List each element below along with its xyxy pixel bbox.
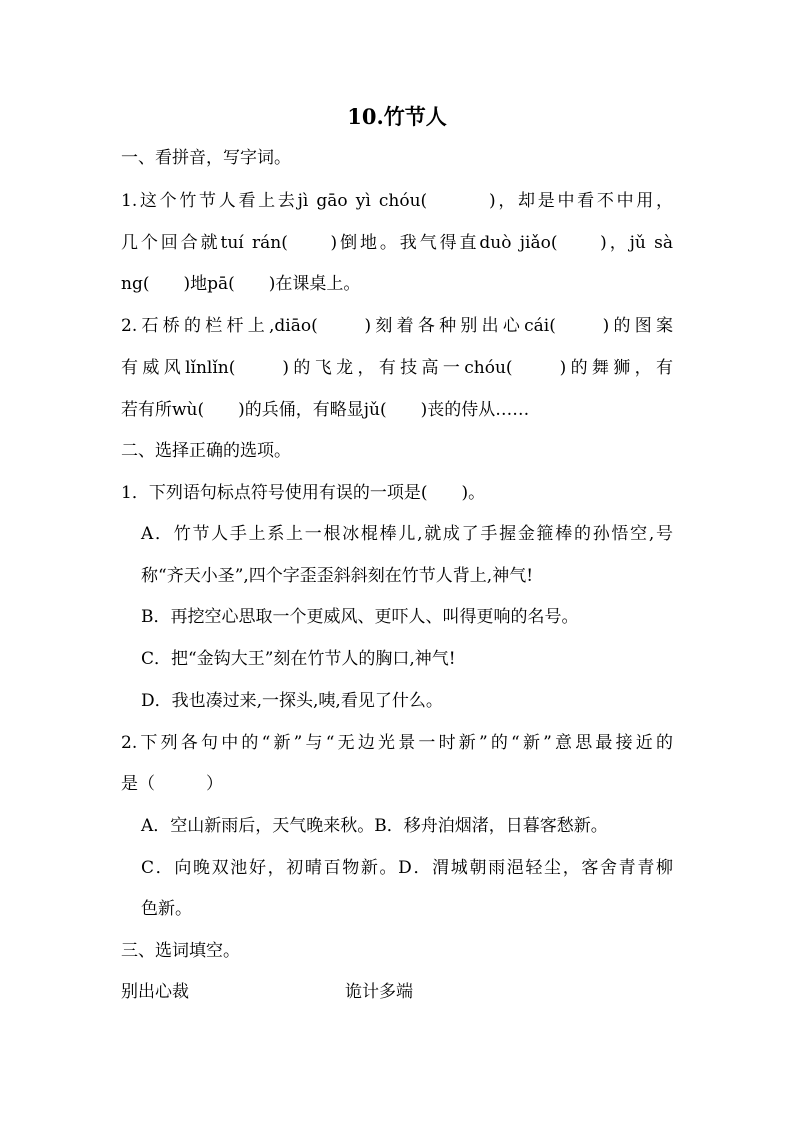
- section2-q2-stem-line1: 2.下列各句中的“新”与“无边光景一时新”的“新”意思最接近的: [121, 733, 673, 753]
- section2-q2-options-line3: 色新。: [141, 899, 192, 919]
- section1-heading: 一、看拼音，写字词。: [121, 148, 291, 168]
- section2-q2-options-line1: A．空山新雨后，天气晚来秋。B．移舟泊烟渚，日暮客愁新。: [141, 816, 608, 836]
- section1-q1-line3: ng( )地pā( )在课桌上。: [121, 274, 361, 294]
- section1-q1-line2: 几个回合就tuí rán( )倒地。我气得直duò jiǎo( )，jǔ sà: [121, 233, 673, 253]
- section1-q2-line2: 有威风lǐnlǐn( )的飞龙，有技高一chóu( )的舞狮，有: [121, 358, 673, 378]
- section1-q1-line1: 1.这个竹节人看上去jì gāo yì chóu( )，却是中看不中用，: [121, 191, 673, 211]
- section2-q1-option-b: B．再挖空心思取一个更威风、更吓人、叫得更响的名号。: [141, 607, 579, 627]
- section2-q1-stem: 1．下列语句标点符号使用有误的一项是( )。: [121, 483, 486, 503]
- section2-heading: 二、选择正确的选项。: [121, 441, 291, 461]
- section2-q1-option-d: D．我也凑过来,一探头,咦,看见了什么。: [141, 691, 443, 711]
- section2-q1-option-a-line2: 称“齐天小圣”,四个字歪歪斜斜刻在竹节人背上,神气!: [141, 566, 534, 586]
- page-title: 10.竹节人: [347, 104, 447, 129]
- section2-q1-option-c: C．把“金钩大王”刻在竹节人的胸口,神气!: [141, 649, 456, 669]
- section2-q2-stem-line2: 是（ ）: [121, 774, 223, 794]
- section1-q2-line1: 2.石桥的栏杆上,diāo( )刻着各种别出心cái( )的图案: [121, 316, 673, 336]
- section1-q2-line3: 若有所wù( )的兵俑，有略显jǔ( )丧的侍从……: [121, 400, 530, 420]
- word-option: 诡计多端: [345, 982, 413, 1002]
- word-option: 别出心裁: [121, 982, 189, 1002]
- section3-heading: 三、选词填空。: [121, 941, 240, 961]
- section2-q1-option-a-line1: A．竹节人手上系上一根冰棍棒儿,就成了手握金箍棒的孙悟空,号: [141, 524, 673, 544]
- section2-q2-options-line2: C．向晚双池好，初晴百物新。D．渭城朝雨浥轻尘，客舍青青柳: [141, 858, 673, 878]
